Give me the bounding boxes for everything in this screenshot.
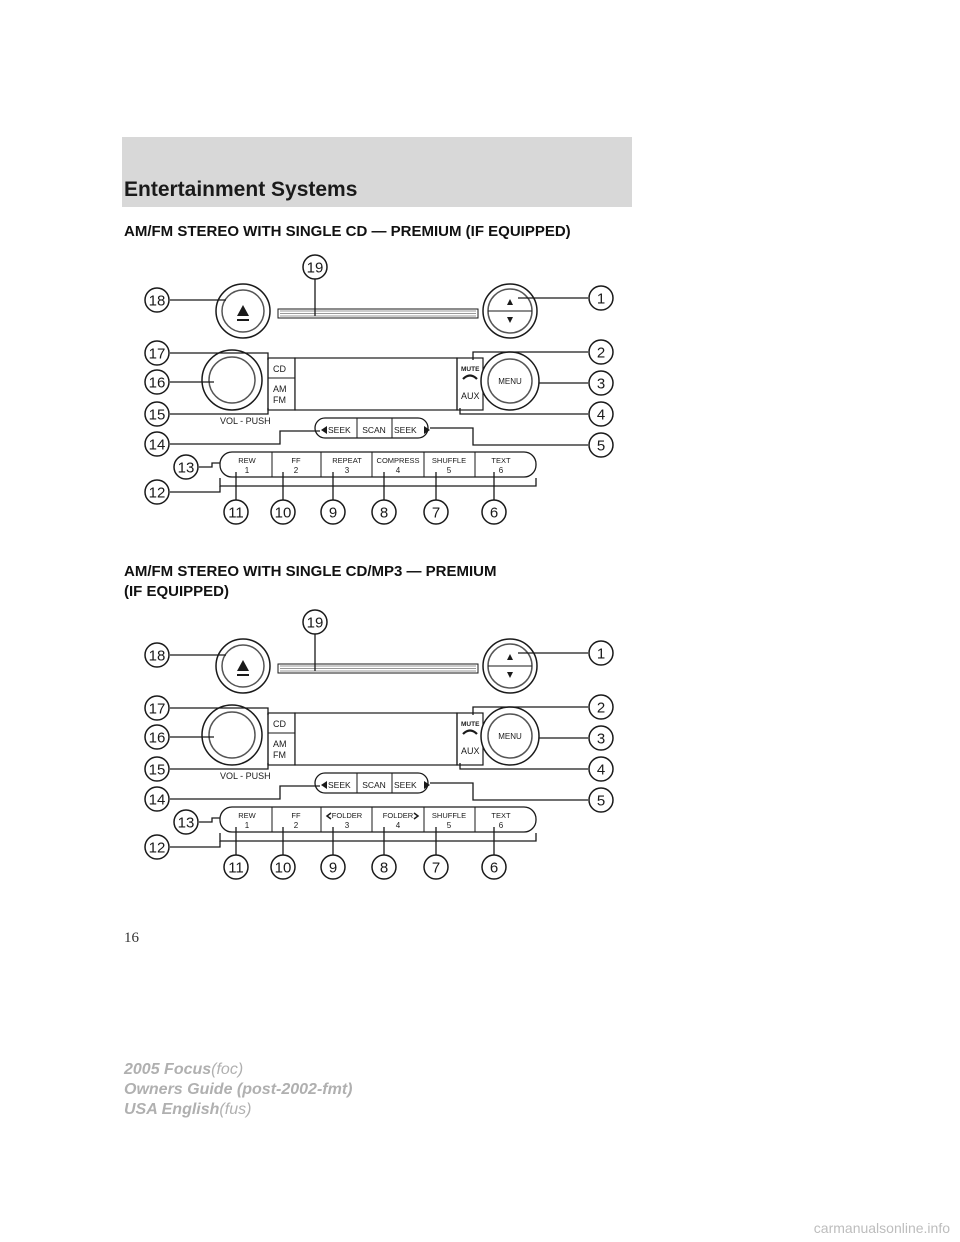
preset-4-number: 4 (395, 821, 401, 830)
phone-icon (463, 376, 477, 380)
preset-5-label: SHUFFLE (431, 456, 467, 465)
preset-4-label: FOLDER (382, 811, 414, 820)
aux-label: AUX (461, 391, 480, 401)
callout-4-label: 4 (596, 761, 606, 779)
callout-1-label: 1 (596, 645, 606, 663)
callout-7-label: 7 (431, 859, 441, 877)
menu-label: MENU (498, 732, 522, 741)
preset-4-number: 4 (395, 466, 401, 475)
callout-leader-5 (430, 428, 588, 445)
preset-bracket (220, 478, 536, 486)
page-number: 16 (124, 930, 139, 946)
callout-5-label: 5 (596, 437, 606, 455)
callout-19-label: 19 (306, 259, 324, 277)
preset-5-label: SHUFFLE (431, 811, 467, 820)
phone-icon (463, 731, 477, 735)
preset-6-label: TEXT (491, 811, 511, 820)
display-window (295, 713, 457, 765)
preset-1-label: REW (238, 811, 256, 820)
scan-label: SCAN (362, 425, 386, 435)
callout-leader-5 (430, 783, 588, 800)
cd-button-label: CD (273, 719, 286, 729)
callout-leader-4 (460, 763, 588, 769)
preset-3-number: 3 (344, 821, 350, 830)
preset-6-number: 6 (498, 466, 504, 475)
callout-leader-12 (170, 486, 220, 492)
preset-bracket (220, 833, 536, 841)
radio-diagram-mp3-svg (120, 605, 640, 880)
callout-18-label: 18 (148, 292, 166, 310)
figure-2-heading-line-1: AM/FM STEREO WITH SINGLE CD/MP3 — PREMIUM (124, 563, 497, 580)
menu-label: MENU (498, 377, 522, 386)
preset-5-number: 5 (446, 821, 452, 830)
radio-diagram-cd (120, 250, 640, 525)
preset-4-label: COMPRESS (376, 456, 420, 465)
volume-knob (209, 357, 255, 403)
callout-19-label: 19 (306, 614, 324, 632)
callout-1-label: 1 (596, 290, 606, 308)
preset-5-number: 5 (446, 466, 452, 475)
scan-label: SCAN (362, 780, 386, 790)
callout-8-label: 8 (379, 504, 389, 522)
preset-bar (220, 807, 536, 832)
preset-3-label: REPEAT (332, 456, 362, 465)
callout-8-label: 8 (379, 859, 389, 877)
seek-right-label: SEEK (394, 425, 417, 435)
watermark: carmanualsonline.info (813, 1220, 950, 1236)
preset-6-number: 6 (498, 821, 504, 830)
fm-label: FM (273, 750, 286, 760)
callout-leader-14 (170, 431, 320, 444)
callout-13-label: 13 (177, 814, 195, 832)
callout-16-label: 16 (148, 374, 166, 392)
callout-2-label: 2 (596, 699, 606, 717)
callout-5-label: 5 (596, 792, 606, 810)
preset-1-number: 1 (244, 821, 250, 830)
callout-14-label: 14 (148, 791, 166, 809)
mute-label: MUTE (461, 721, 480, 728)
preset-1-number: 1 (244, 466, 250, 475)
preset-3-number: 3 (344, 466, 350, 475)
callout-13-label: 13 (177, 459, 195, 477)
preset-2-label: FF (291, 456, 301, 465)
callout-leader-15 (170, 763, 268, 769)
callout-leader-15 (170, 408, 268, 414)
figure-1-heading (124, 222, 571, 242)
am-label: AM (273, 384, 287, 394)
callout-16-label: 16 (148, 729, 166, 747)
footer-line (124, 1100, 352, 1120)
callout-leader-13 (199, 463, 220, 467)
display-window (295, 358, 457, 410)
preset-1-label: REW (238, 456, 256, 465)
callout-3-label: 3 (596, 730, 606, 748)
callout-3-label: 3 (596, 375, 606, 393)
preset-6-label: TEXT (491, 456, 511, 465)
figure-2-heading-line-2: (IF EQUIPPED) (124, 583, 230, 600)
preset-2-label: FF (291, 811, 301, 820)
mute-label: MUTE (461, 366, 480, 373)
vol-push-label: VOL - PUSH (220, 771, 271, 781)
figure-2-heading (124, 562, 497, 602)
callout-14-label: 14 (148, 436, 166, 454)
radio-diagram-cd-svg (120, 250, 640, 525)
callout-7-label: 7 (431, 504, 441, 522)
callout-leader-4 (460, 408, 588, 414)
footer-guide: Owners Guide (post-2002-fmt) (124, 1081, 353, 1098)
callout-4-label: 4 (596, 406, 606, 424)
callout-12-label: 12 (148, 484, 166, 502)
radio-diagram-mp3 (120, 605, 640, 880)
callout-10-label: 10 (274, 859, 292, 877)
callout-17-label: 17 (148, 345, 166, 363)
section-title: Entertainment Systems (124, 178, 358, 201)
seek-left-label: SEEK (328, 425, 351, 435)
preset-2-number: 2 (293, 821, 299, 830)
callout-leader-13 (199, 818, 220, 822)
callout-9-label: 9 (328, 504, 338, 522)
callout-11-label: 11 (228, 859, 244, 877)
callout-9-label: 9 (328, 859, 338, 877)
callout-18-label: 18 (148, 647, 166, 665)
callout-17-label: 17 (148, 700, 166, 718)
footer-language-code: (fus) (219, 1101, 252, 1118)
callout-15-label: 15 (148, 761, 166, 779)
volume-knob (209, 712, 255, 758)
vol-push-label: VOL - PUSH (220, 416, 271, 426)
seek-left-label: SEEK (328, 780, 351, 790)
footer-model-code: (foc) (211, 1061, 244, 1078)
callout-10-label: 10 (274, 504, 292, 522)
callout-6-label: 6 (489, 504, 499, 522)
callout-15-label: 15 (148, 406, 166, 424)
footer-model: 2005 Focus (124, 1061, 212, 1078)
cd-button-label: CD (273, 364, 286, 374)
callout-11-label: 11 (228, 504, 244, 522)
footer-line (124, 1080, 352, 1100)
callout-2-label: 2 (596, 344, 606, 362)
footer-language: USA English (124, 1101, 220, 1118)
callout-6-label: 6 (489, 859, 499, 877)
fm-label: FM (273, 395, 286, 405)
preset-3-label: FOLDER (331, 811, 363, 820)
am-label: AM (273, 739, 287, 749)
footer-line (124, 1060, 352, 1080)
seek-right-label: SEEK (394, 780, 417, 790)
figure-1-heading-line-1: AM/FM STEREO WITH SINGLE CD — PREMIUM (IF EQUIPPED) (124, 223, 571, 240)
aux-label: AUX (461, 746, 480, 756)
preset-2-number: 2 (293, 466, 299, 475)
callout-12-label: 12 (148, 839, 166, 857)
footer (124, 1060, 352, 1120)
callout-leader-12 (170, 841, 220, 847)
callout-leader-14 (170, 786, 320, 799)
